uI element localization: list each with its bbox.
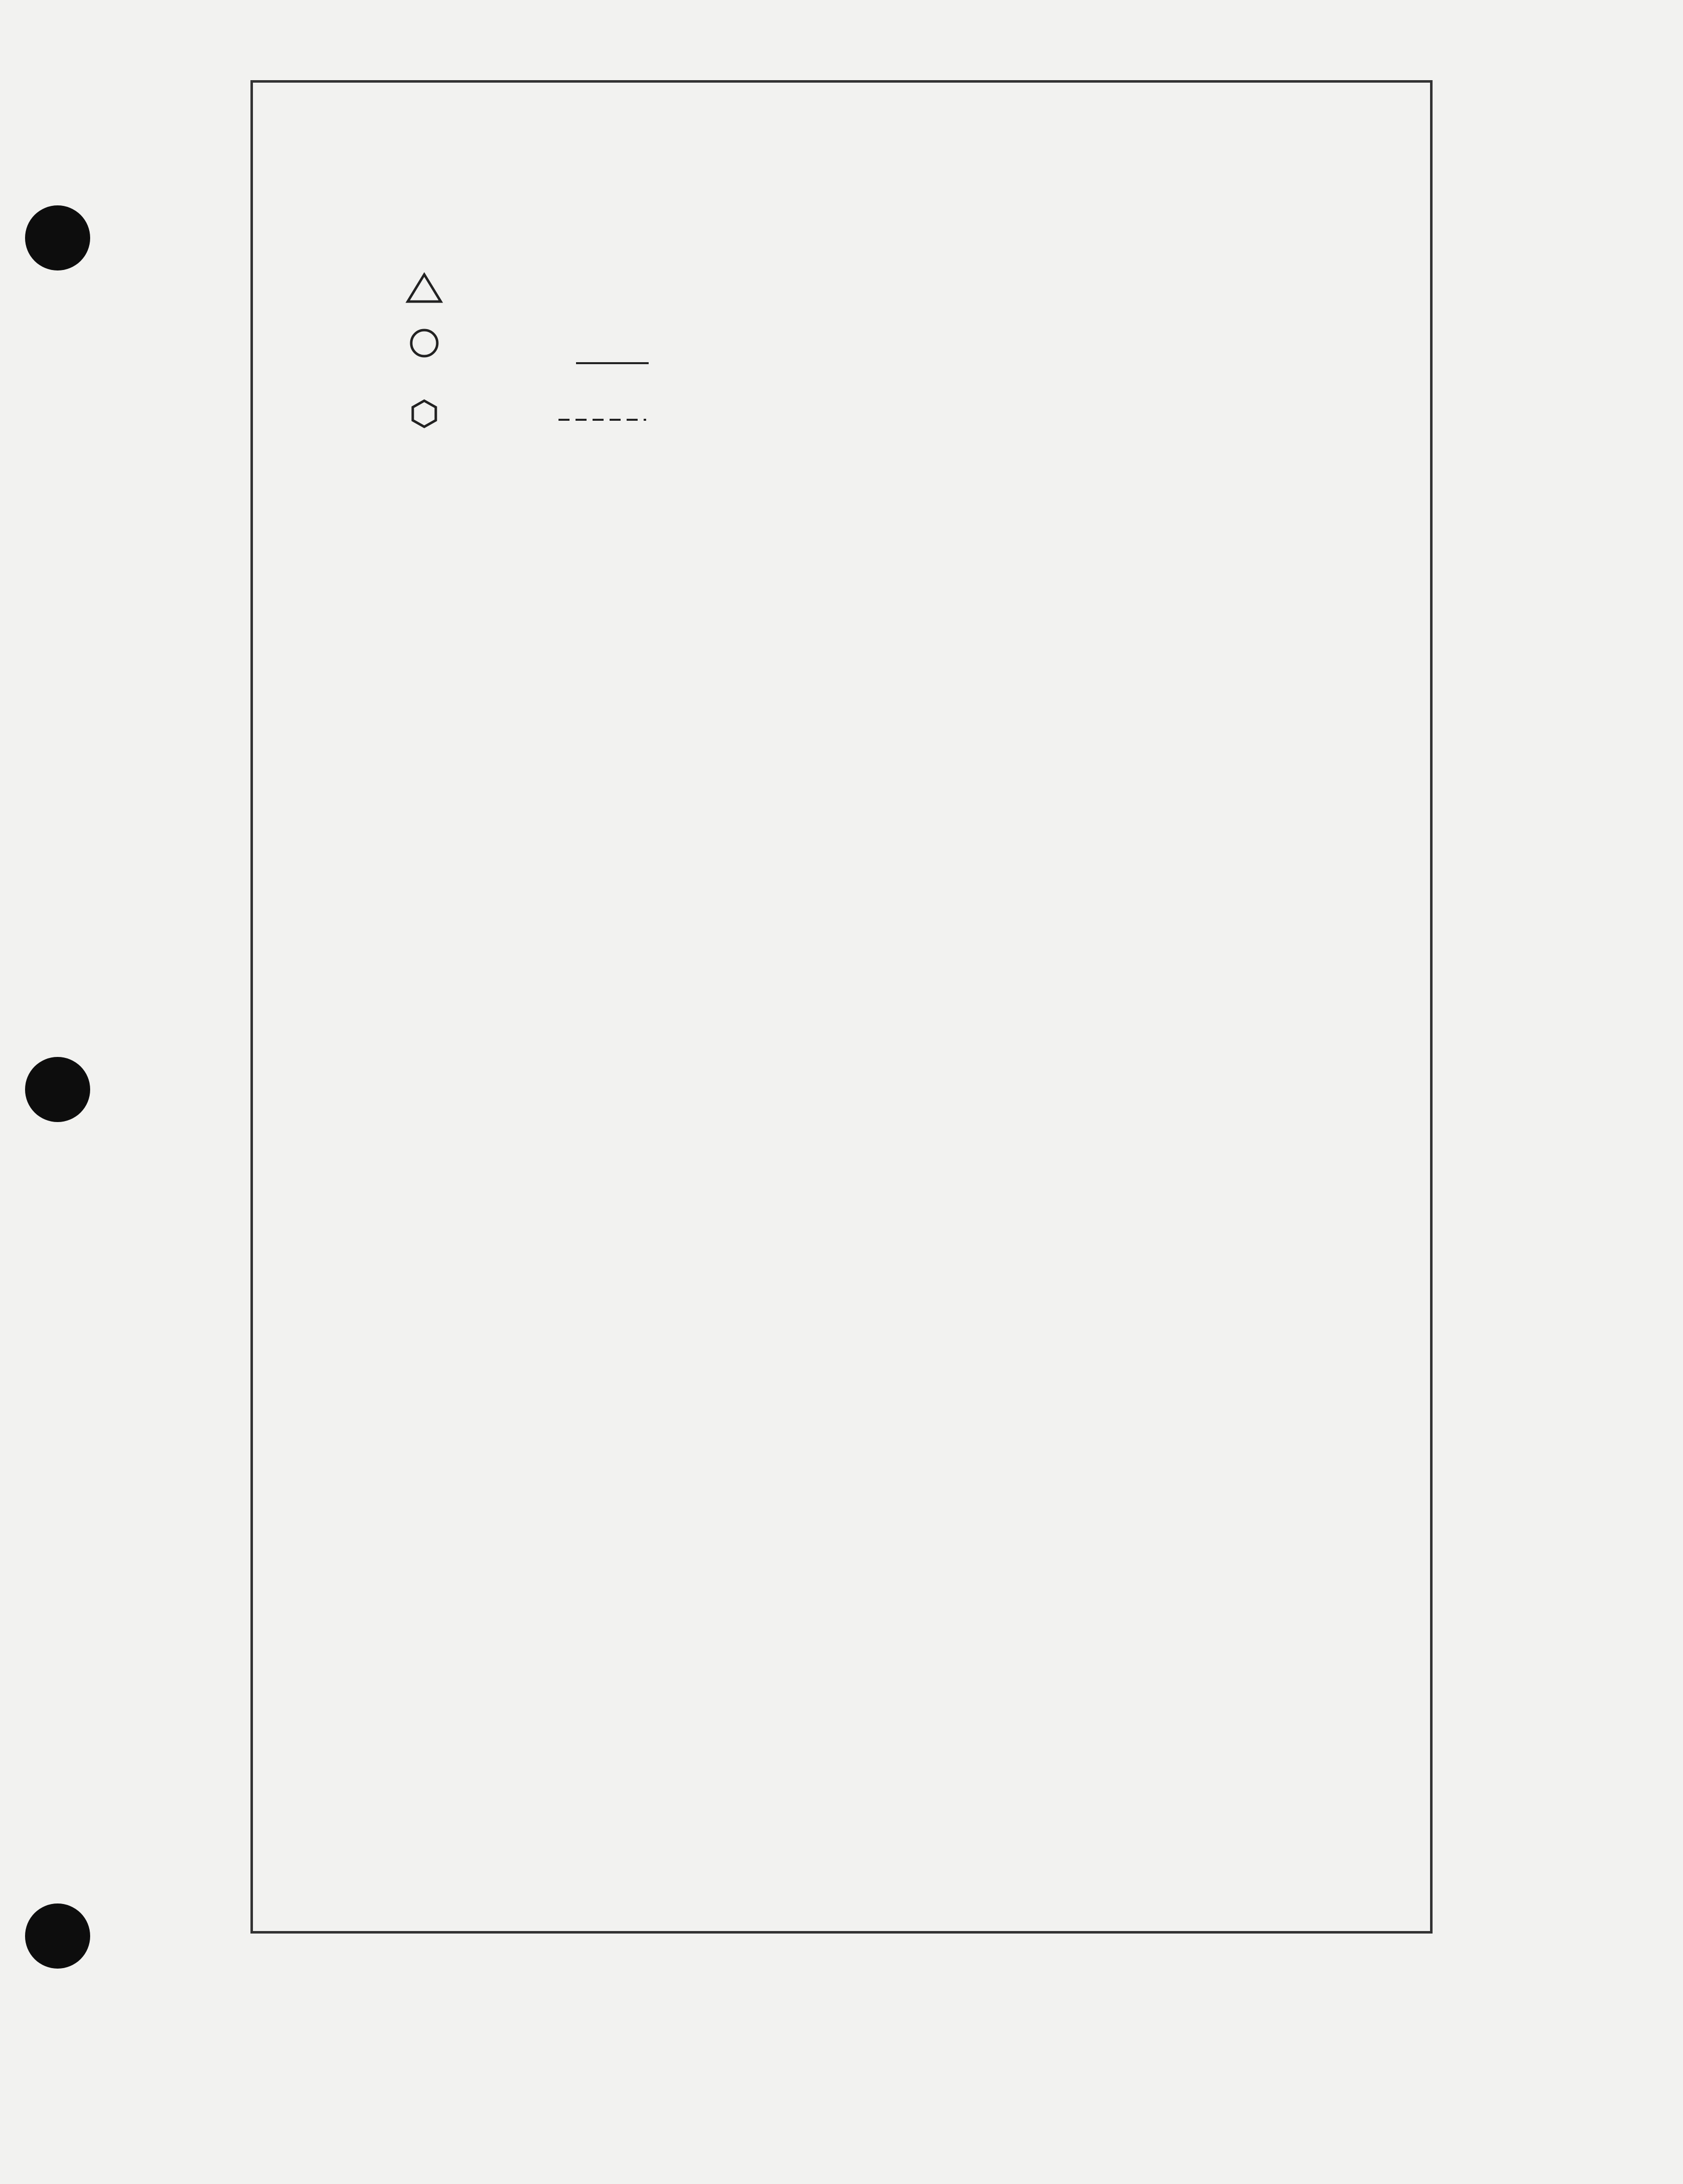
legend-triangle-icon [408, 275, 441, 302]
legend-circle-icon [411, 330, 437, 356]
legend-markers [401, 270, 446, 431]
legend-solid-line [576, 356, 651, 366]
legend-dashed-line [558, 413, 649, 423]
legend-hexagon-icon [413, 401, 436, 427]
